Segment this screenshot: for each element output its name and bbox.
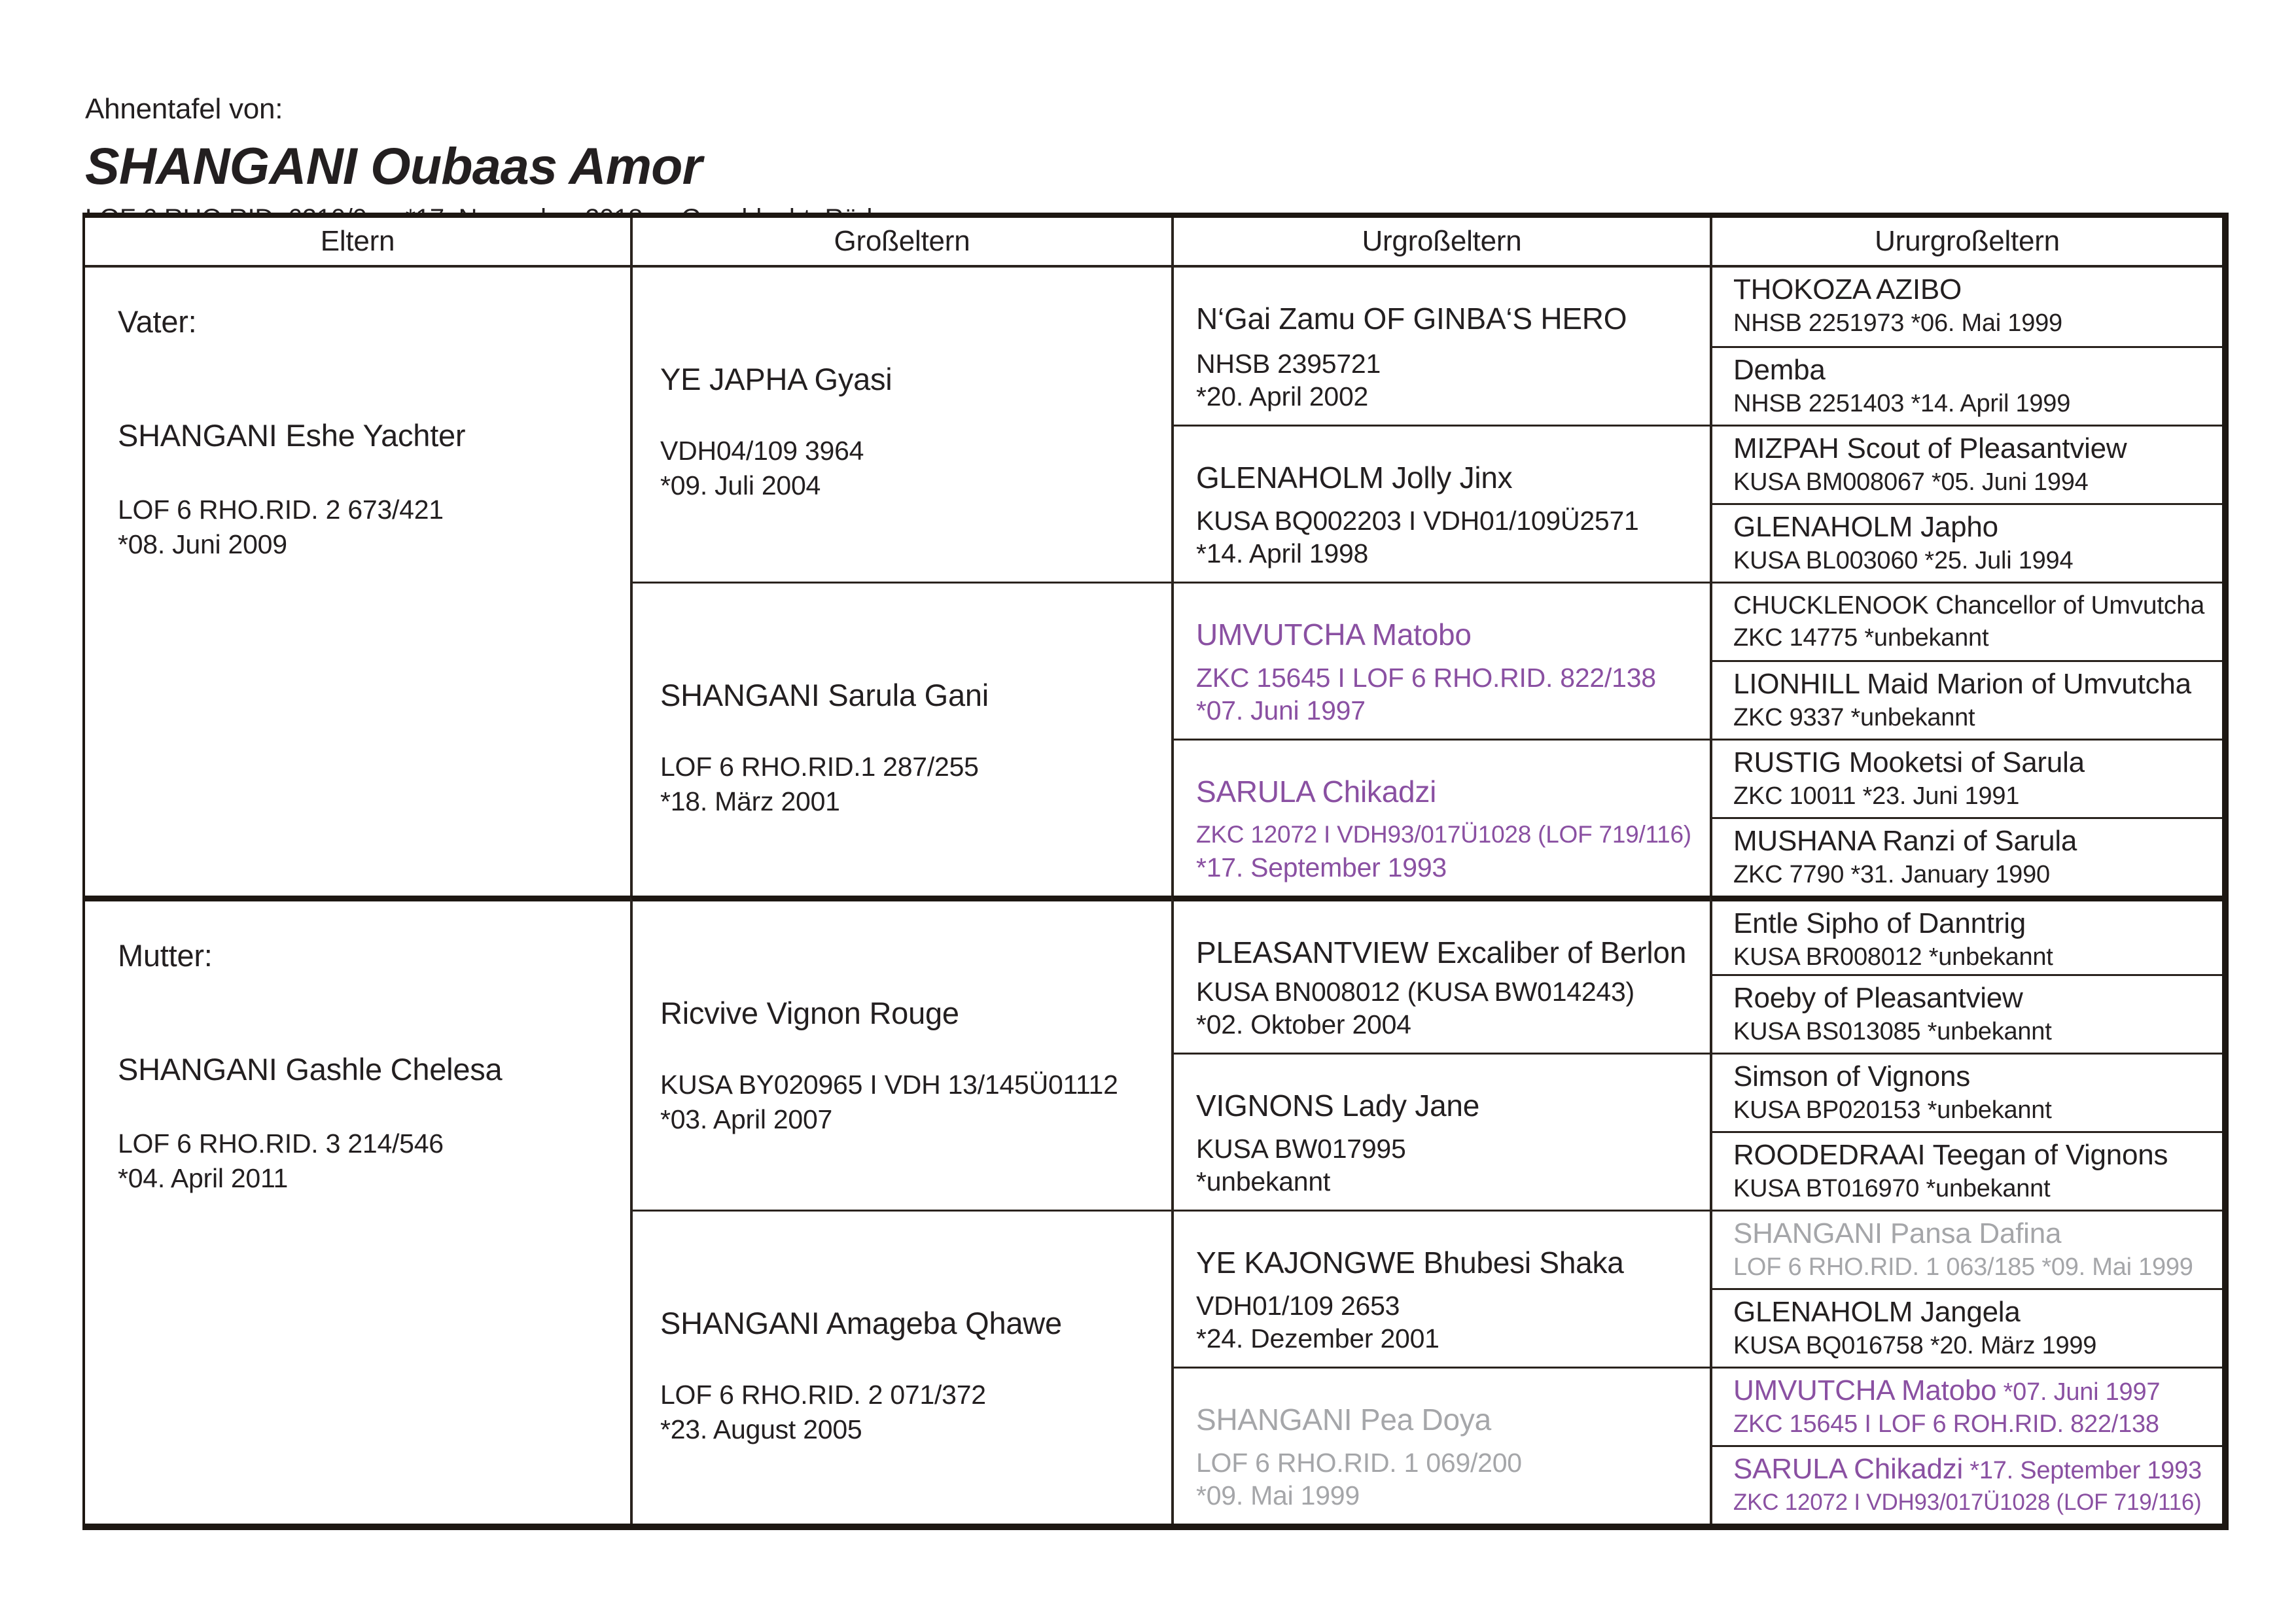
column-header-ururgrosseltern: Ururgroßeltern <box>1710 218 2222 268</box>
parent-role-label: Mutter: <box>118 938 213 973</box>
ancestor-cell-gg-grandparent-11 <box>1710 1053 2222 1131</box>
ancestor-name: RUSTIG Mooketsi of Sarula <box>1733 746 2085 778</box>
ancestor-cell-gg-grandparent-16 <box>1710 1445 2222 1524</box>
ancestor-reg: KUSA BW017995 <box>1196 1134 1406 1164</box>
pedigree-table <box>82 213 2229 1530</box>
ancestor-reg: VDH04/109 3964 <box>660 436 864 466</box>
ancestor-cell-mother <box>85 896 630 1524</box>
ancestor-name: Ricvive Vignon Rouge <box>660 996 959 1030</box>
ancestor-name: SARULA Chikadzi *17. September 1993 <box>1733 1453 2202 1485</box>
ancestor-name: N‘Gai Zamu OF GINBA‘S HERO <box>1196 302 1627 336</box>
ancestor-birthdate: *17. September 1993 <box>1196 852 1447 882</box>
ancestor-reg: KUSA BL003060 *25. Juli 1994 <box>1733 547 2074 574</box>
ancestor-birthdate: *09. Mai 1999 <box>1196 1480 1360 1510</box>
dog-name-title: SHANGANI Oubaas Amor <box>85 137 702 195</box>
ancestor-name: UMVUTCHA Matobo *07. Juni 1997 <box>1733 1374 2161 1406</box>
ancestor-reg: KUSA BN008012 (KUSA BW014243) <box>1196 977 1634 1007</box>
column-header-urgrosseltern: Urgroßeltern <box>1171 218 1710 268</box>
ancestor-reg: ZKC 14775 *unbekannt <box>1733 624 1989 652</box>
ancestor-reg: KUSA BY020965 I VDH 13/145Ü01112 <box>660 1070 1118 1100</box>
ancestor-name: LIONHILL Maid Marion of Umvutcha <box>1733 668 2191 700</box>
ancestor-cell-grandparent-4 <box>630 1210 1171 1524</box>
ancestor-cell-gg-grandparent-12 <box>1710 1131 2222 1210</box>
ancestor-cell-gg-grandparent-7 <box>1710 739 2222 817</box>
ancestor-reg: KUSA BS013085 *unbekannt <box>1733 1018 2052 1045</box>
ancestor-reg: LOF 6 RHO.RID. 1 063/185 *09. Mai 1999 <box>1733 1253 2193 1281</box>
ancestor-cell-great-grandparent-1 <box>1171 268 1710 425</box>
ancestor-reg: NHSB 2395721 <box>1196 349 1381 379</box>
ancestor-cell-grandparent-3 <box>630 896 1171 1210</box>
ancestor-name: MUSHANA Ranzi of Sarula <box>1733 825 2077 857</box>
ancestor-name: Roeby of Pleasantview <box>1733 982 2023 1014</box>
ancestor-reg: LOF 6 RHO.RID. 2 673/421 <box>118 495 444 525</box>
ancestor-birthdate: *23. August 2005 <box>660 1414 862 1444</box>
ancestor-reg: KUSA BQ002203 I VDH01/109Ü2571 <box>1196 506 1639 536</box>
ancestor-cell-great-grandparent-3 <box>1171 582 1710 739</box>
ancestor-name: CHUCKLENOOK Chancellor of Umvutcha <box>1733 591 2205 620</box>
ancestor-cell-gg-grandparent-9 <box>1710 896 2222 974</box>
ancestor-cell-gg-grandparent-2 <box>1710 346 2222 425</box>
ancestor-birthdate: *03. April 2007 <box>660 1104 833 1134</box>
ancestor-cell-great-grandparent-7 <box>1171 1210 1710 1367</box>
ancestor-cell-gg-grandparent-13 <box>1710 1210 2222 1288</box>
ancestor-birthdate: *24. Dezember 2001 <box>1196 1323 1439 1353</box>
ancestor-reg: NHSB 2251403 *14. April 1999 <box>1733 390 2071 417</box>
ancestor-birthdate: *20. April 2002 <box>1196 381 1369 411</box>
ancestor-cell-gg-grandparent-3 <box>1710 425 2222 503</box>
ancestor-cell-great-grandparent-5 <box>1171 896 1710 1053</box>
ancestor-cell-great-grandparent-6 <box>1171 1053 1710 1210</box>
ancestor-reg: VDH01/109 2653 <box>1196 1291 1400 1321</box>
ancestor-reg: KUSA BT016970 *unbekannt <box>1733 1175 2051 1202</box>
ancestor-birthdate: *09. Juli 2004 <box>660 470 821 500</box>
ancestor-name: SHANGANI Eshe Yachter <box>118 418 466 453</box>
ancestor-birthdate: *14. April 1998 <box>1196 538 1369 568</box>
ancestor-cell-gg-grandparent-14 <box>1710 1288 2222 1367</box>
ancestor-reg: ZKC 7790 *31. January 1990 <box>1733 861 2050 888</box>
ancestor-cell-grandparent-1 <box>630 268 1171 582</box>
ancestor-name: SHANGANI Gashle Chelesa <box>118 1052 503 1087</box>
ancestor-birthdate: *04. April 2011 <box>118 1163 289 1193</box>
ancestor-cell-gg-grandparent-10 <box>1710 974 2222 1053</box>
ancestor-name: YE JAPHA Gyasi <box>660 362 892 396</box>
ancestor-cell-gg-grandparent-8 <box>1710 817 2222 896</box>
ancestor-cell-grandparent-2 <box>630 582 1171 896</box>
ancestor-birthdate: *02. Oktober 2004 <box>1196 1009 1411 1039</box>
ancestor-name: GLENAHOLM Jolly Jinx <box>1196 461 1513 495</box>
ancestor-name: Simson of Vignons <box>1733 1060 1970 1092</box>
ancestor-name: Demba <box>1733 354 1826 386</box>
ancestor-reg: ZKC 9337 *unbekannt <box>1733 704 1975 731</box>
ancestor-cell-great-grandparent-4 <box>1171 739 1710 896</box>
ancestor-reg: ZKC 12072 I VDH93/017Ü1028 (LOF 719/116) <box>1196 821 1691 848</box>
ancestor-reg: NHSB 2251973 *06. Mai 1999 <box>1733 309 2062 337</box>
column-header-eltern: Eltern <box>85 218 630 268</box>
ancestor-cell-gg-grandparent-4 <box>1710 503 2222 582</box>
ancestor-name: SHANGANI Pea Doya <box>1196 1403 1491 1437</box>
ancestor-name: YE KAJONGWE Bhubesi Shaka <box>1196 1246 1624 1280</box>
ancestor-name: SARULA Chikadzi <box>1196 775 1437 809</box>
ancestor-name: SHANGANI Sarula Gani <box>660 678 989 712</box>
ancestor-name: THOKOZA AZIBO <box>1733 273 1962 305</box>
pedigree-label: Ahnentafel von: <box>85 93 283 125</box>
ancestor-cell-gg-grandparent-5 <box>1710 582 2222 660</box>
ancestor-reg: LOF 6 RHO.RID.1 287/255 <box>660 752 979 782</box>
ancestor-reg: KUSA BR008012 *unbekannt <box>1733 943 2053 971</box>
ancestor-name: SHANGANI Amageba Qhawe <box>660 1306 1062 1340</box>
ancestor-reg: LOF 6 RHO.RID. 3 214/546 <box>118 1128 444 1159</box>
parent-role-label: Vater: <box>118 304 197 339</box>
ancestor-name: GLENAHOLM Japho <box>1733 511 1998 543</box>
ancestor-cell-father <box>85 268 630 896</box>
ancestor-birthdate: *unbekannt <box>1196 1166 1331 1196</box>
ancestor-name: GLENAHOLM Jangela <box>1733 1296 2021 1328</box>
ancestor-reg: ZKC 15645 I LOF 6 ROH.RID. 822/138 <box>1733 1410 2159 1438</box>
ancestor-name: SHANGANI Pansa Dafina <box>1733 1217 2062 1249</box>
ancestor-name: Entle Sipho of Danntrig <box>1733 907 2026 939</box>
ancestor-birthdate: *18. März 2001 <box>660 786 840 816</box>
ancestor-reg: KUSA BQ016758 *20. März 1999 <box>1733 1332 2097 1359</box>
ancestor-reg: LOF 6 RHO.RID. 1 069/200 <box>1196 1448 1522 1478</box>
column-header-grosseltern: Großeltern <box>630 218 1171 268</box>
ancestor-cell-gg-grandparent-6 <box>1710 660 2222 739</box>
ancestor-name: UMVUTCHA Matobo <box>1196 618 1472 652</box>
ancestor-cell-gg-grandparent-15 <box>1710 1367 2222 1445</box>
ancestor-birthdate: *07. Juni 1997 <box>1196 695 1366 725</box>
ancestor-cell-great-grandparent-8 <box>1171 1367 1710 1524</box>
ancestor-name: VIGNONS Lady Jane <box>1196 1089 1480 1123</box>
ancestor-birthdate: *08. Juni 2009 <box>118 529 287 559</box>
ancestor-name: PLEASANTVIEW Excaliber of Berlon <box>1196 935 1687 969</box>
ancestor-name: MIZPAH Scout of Pleasantview <box>1733 432 2127 464</box>
ancestor-reg: ZKC 10011 *23. Juni 1991 <box>1733 782 2020 810</box>
ancestor-reg: LOF 6 RHO.RID. 2 071/372 <box>660 1380 986 1410</box>
ancestor-reg: KUSA BP020153 *unbekannt <box>1733 1096 2052 1124</box>
ancestor-cell-gg-grandparent-1 <box>1710 268 2222 346</box>
ancestor-reg: KUSA BM008067 *05. Juni 1994 <box>1733 468 2089 496</box>
ancestor-name: ROODEDRAAI Teegan of Vignons <box>1733 1139 2168 1171</box>
ancestor-cell-great-grandparent-2 <box>1171 425 1710 582</box>
ancestor-reg: ZKC 15645 I LOF 6 RHO.RID. 822/138 <box>1196 663 1656 693</box>
ancestor-reg: ZKC 12072 I VDH93/017Ü1028 (LOF 719/116) <box>1733 1490 2202 1515</box>
